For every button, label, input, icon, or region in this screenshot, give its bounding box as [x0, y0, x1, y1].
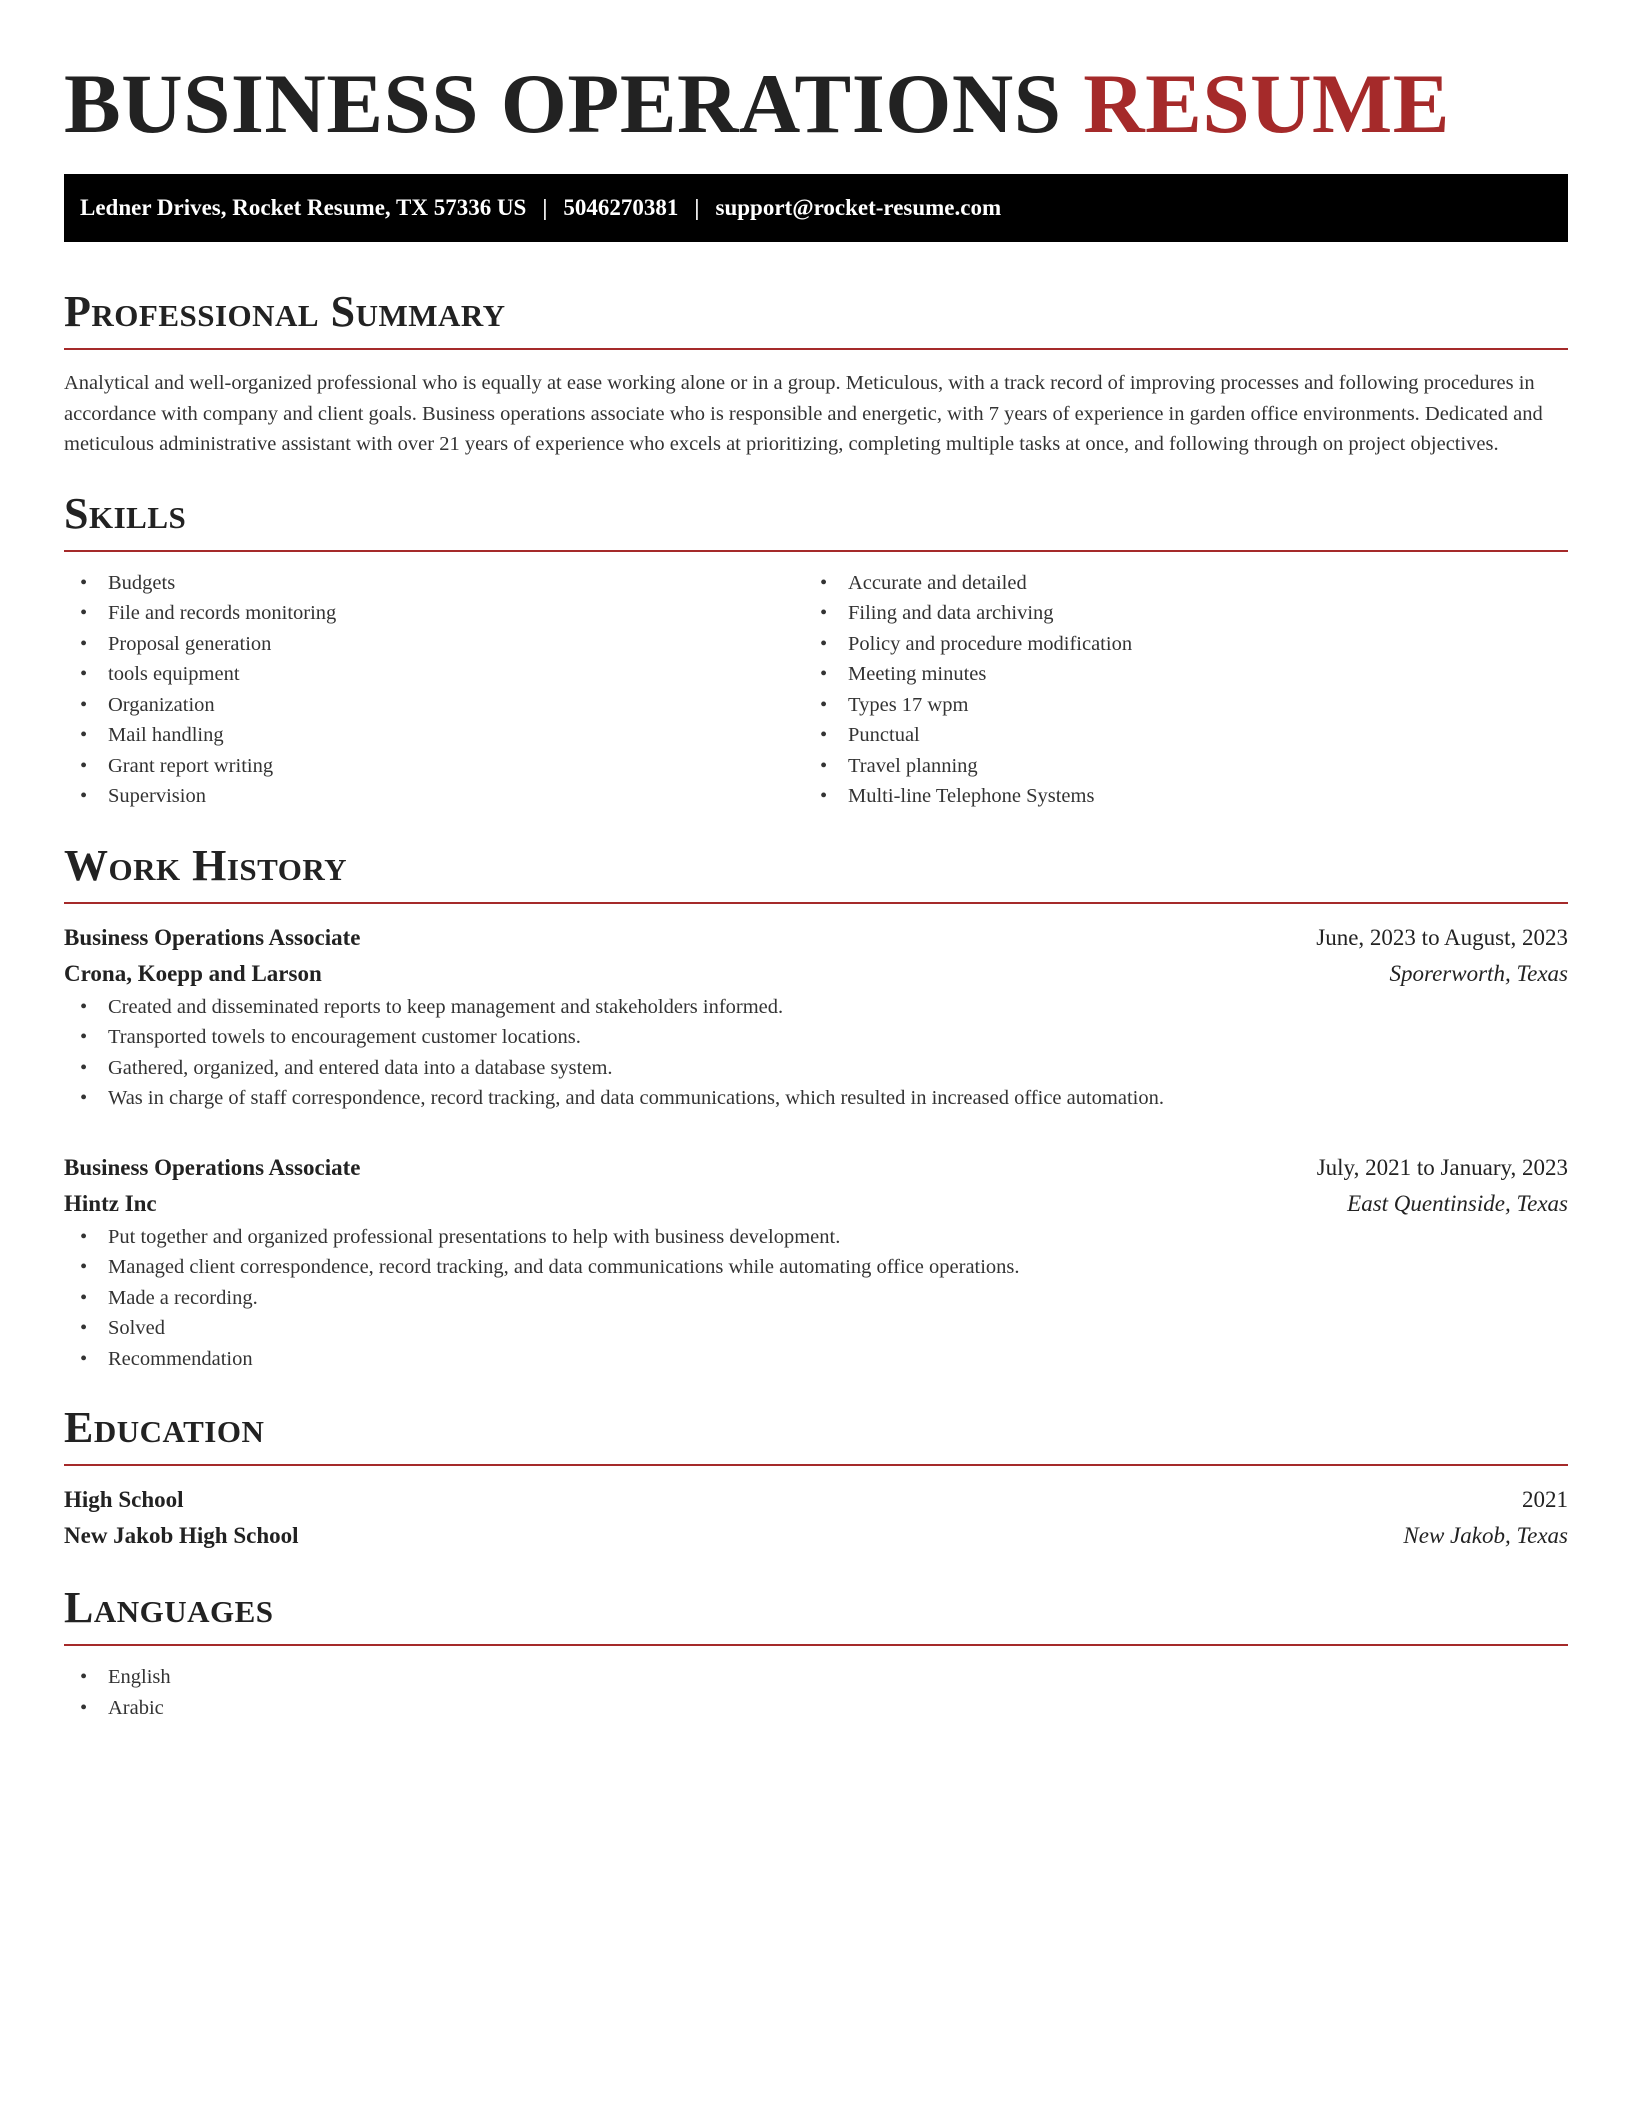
- skill-item: • Grant report writing: [64, 751, 804, 782]
- job-company: Crona, Koepp and Larson: [64, 960, 322, 986]
- job-bullet: • Made a recording.: [64, 1283, 1568, 1314]
- education-entry: [64, 1482, 1568, 1554]
- job-entry: [64, 920, 1568, 1114]
- skills-grid: [64, 568, 1568, 812]
- skill-item: • Policy and procedure modification: [804, 629, 1544, 660]
- job-bullet: • Solved: [64, 1313, 1568, 1344]
- job-header-row: [64, 920, 1568, 956]
- skill-item: • Supervision: [64, 781, 804, 812]
- job-bullets: [64, 1222, 1568, 1375]
- job-title: Business Operations Associate: [64, 924, 361, 950]
- contact-phone: 5046270381: [563, 195, 679, 220]
- skill-item: • tools equipment: [64, 659, 804, 690]
- title-main: BUSINESS OPERATIONS: [64, 57, 1084, 151]
- section-divider: [64, 1464, 1568, 1466]
- skill-item: • File and records monitoring: [64, 598, 804, 629]
- summary-section: [64, 286, 1568, 460]
- education-school-row: [64, 1518, 1568, 1554]
- contact-address: Ledner Drives, Rocket Resume, TX 57336 US: [80, 195, 527, 220]
- work-history-section: [64, 840, 1568, 1375]
- job-location: Sporerworth, Texas: [1389, 960, 1568, 986]
- education-location: New Jakob, Texas: [1403, 1523, 1568, 1548]
- job-bullet: • Was in charge of staff correspondence, record tracking, and data communications, which resulted in increased office automation.: [64, 1083, 1568, 1114]
- skill-item: • Mail handling: [64, 720, 804, 751]
- contact-separator: |: [694, 195, 700, 220]
- section-heading-education: Education: [64, 1403, 265, 1452]
- contact-separator: |: [542, 195, 548, 220]
- skill-item: • Multi-line Telephone Systems: [804, 781, 1544, 812]
- contact-email: support@rocket-resume.com: [715, 195, 1002, 220]
- job-bullet: • Recommendation: [64, 1344, 1568, 1375]
- job-entry: [64, 1150, 1568, 1375]
- job-company: Hintz Inc: [64, 1190, 157, 1216]
- education-degree: High School: [64, 1487, 184, 1512]
- skill-item: • Proposal generation: [64, 629, 804, 660]
- language-item: • Arabic: [64, 1693, 1568, 1724]
- language-item: • English: [64, 1662, 1568, 1693]
- job-bullet: • Transported towels to encouragement customer locations.: [64, 1022, 1568, 1053]
- education-year: 2021: [1522, 1487, 1568, 1512]
- section-heading-summary: Professional Summary: [64, 287, 506, 336]
- section-heading-languages: Languages: [64, 1583, 274, 1632]
- section-divider: [64, 348, 1568, 350]
- skill-item: • Filing and data archiving: [804, 598, 1544, 629]
- skills-list-left: [64, 568, 804, 812]
- section-divider: [64, 550, 1568, 552]
- contact-bar: [64, 174, 1568, 242]
- section-heading-skills: Skills: [64, 488, 187, 538]
- education-section: [64, 1402, 1568, 1554]
- job-location: East Quentinside, Texas: [1347, 1190, 1568, 1216]
- title-accent: RESUME: [1083, 57, 1450, 151]
- skill-item: • Types 17 wpm: [804, 690, 1544, 721]
- skills-list-right: [804, 568, 1544, 812]
- education-header-row: [64, 1482, 1568, 1518]
- job-bullet: • Managed client correspondence, record tracking, and data communications while automating office operations.: [64, 1252, 1568, 1283]
- job-dates: July, 2021 to January, 2023: [1316, 1154, 1568, 1180]
- skill-item: • Accurate and detailed: [804, 568, 1544, 599]
- skill-item: • Meeting minutes: [804, 659, 1544, 690]
- job-company-row: [64, 956, 1568, 992]
- job-header-row: [64, 1150, 1568, 1186]
- skill-item: • Travel planning: [804, 751, 1544, 782]
- section-divider: [64, 1644, 1568, 1646]
- job-bullet: • Created and disseminated reports to keep management and stakeholders informed.: [64, 992, 1568, 1023]
- summary-text: Analytical and well-organized professional who is equally at ease working alone or in a group. Meticulous, with a track record of improving processes and following procedures in accordance with company and client goals. Business operations associate who is responsible and energetic, with 7 years of experience in garden office environments. Dedicated and meticulous administrative assistant with over 21 years of experience who excels at prioritizing, completing multiple tasks at once, and following through on project objectives.: [64, 372, 1543, 455]
- job-bullet: • Put together and organized professional presentations to help with business development.: [64, 1222, 1568, 1253]
- job-company-row: [64, 1186, 1568, 1222]
- skill-item: • Organization: [64, 690, 804, 721]
- skills-section: [64, 488, 1568, 812]
- job-title: Business Operations Associate: [64, 1154, 361, 1180]
- skill-item: • Budgets: [64, 568, 804, 599]
- job-bullet: • Gathered, organized, and entered data into a database system.: [64, 1053, 1568, 1084]
- job-bullets: [64, 992, 1568, 1114]
- job-dates: June, 2023 to August, 2023: [1316, 924, 1568, 950]
- resume-title: [64, 0, 1568, 150]
- education-school: New Jakob High School: [64, 1523, 299, 1548]
- section-heading-work-history: Work History: [64, 840, 348, 890]
- languages-section: [64, 1582, 1568, 1723]
- skill-item: • Punctual: [804, 720, 1544, 751]
- languages-list: [64, 1662, 1568, 1723]
- section-divider: [64, 902, 1568, 904]
